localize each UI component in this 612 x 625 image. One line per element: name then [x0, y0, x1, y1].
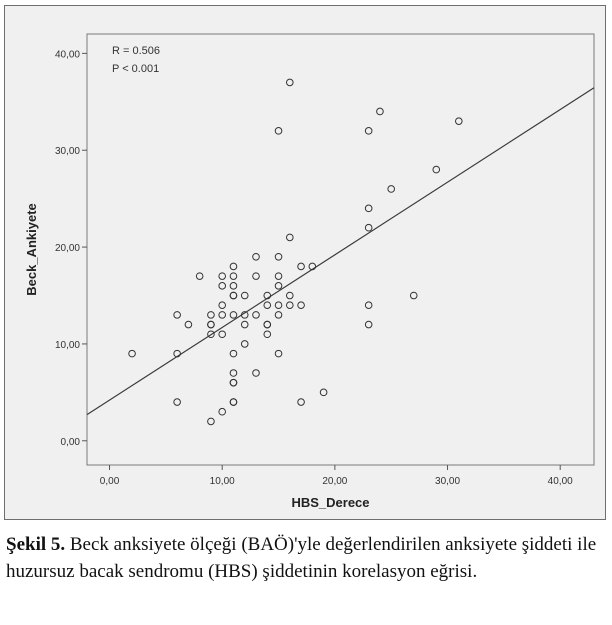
- y-axis: [55, 49, 87, 447]
- caption-text: Beck anksiyete ölçeği (BAÖ)'yle değerlendirilen anksiyete şiddeti ile huzursuz bacak sendromu (HBS) şiddetinin korelasyon eğrisi.: [6, 534, 597, 582]
- scatter-chart: [5, 6, 605, 519]
- y-tick-label: 20,00: [54, 243, 80, 255]
- chart-frame: [4, 5, 606, 520]
- x-tick-label: 40,00: [547, 476, 573, 487]
- y-tick-label: 40,00: [54, 49, 80, 61]
- annotation-r: R = 0.506: [112, 45, 161, 57]
- x-tick-label: 0,00: [99, 476, 120, 487]
- caption-label: Şekil 5.: [6, 534, 66, 555]
- plot-area: [87, 34, 594, 465]
- y-axis-title: Beck_Ankiyete: [24, 203, 39, 296]
- figure-caption: [6, 531, 608, 585]
- x-axis: [100, 465, 573, 487]
- x-tick-label: 30,00: [435, 476, 461, 487]
- y-tick-label: 10,00: [54, 339, 80, 351]
- annotation-p: P < 0.001: [112, 63, 160, 75]
- x-tick-label: 10,00: [209, 476, 235, 487]
- y-tick-label: 30,00: [54, 146, 80, 158]
- y-tick-label: 0,00: [60, 436, 80, 448]
- x-tick-label: 20,00: [322, 476, 348, 487]
- x-axis-title: HBS_Derece: [291, 495, 370, 510]
